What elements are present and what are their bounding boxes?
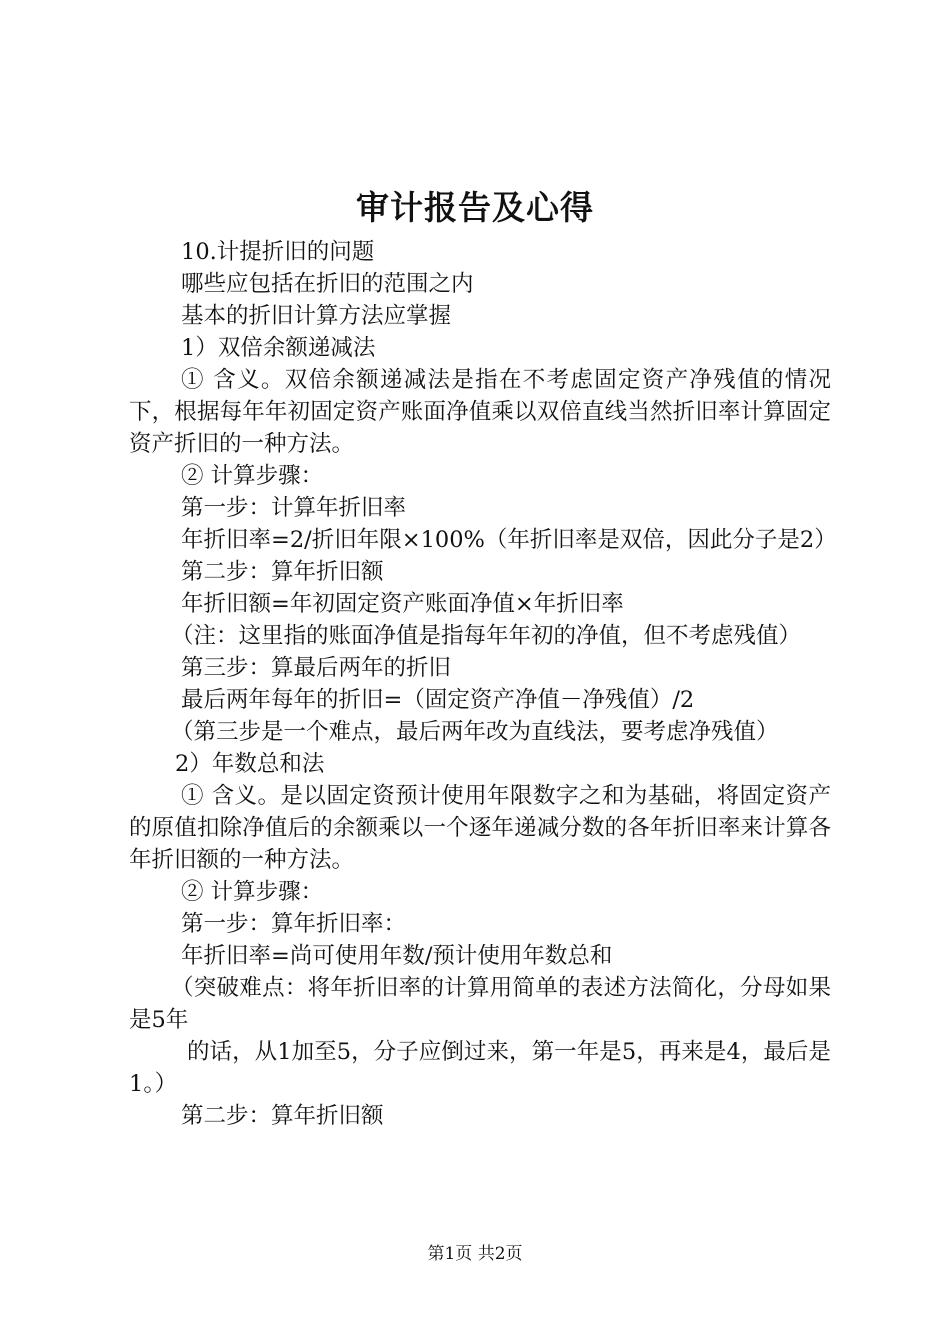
paragraph: 第二步：算年折旧额 — [181, 1103, 384, 1129]
paragraph: 第一步：算年折旧率： — [181, 911, 407, 937]
page-footer: 第1页 共2页 — [427, 1244, 523, 1264]
paragraph: 10.计提折旧的问题 — [181, 239, 375, 265]
paragraph: 第三步：算最后两年的折旧 — [181, 655, 452, 681]
paragraph: ① 含义。是以固定资预计使用年限数字之和为基础，将固定资产的原值扣除净值后的余额乘以一个逐年递减分数的各年折旧率来计算各年折旧额的一种方法。 — [129, 783, 831, 873]
paragraph: 最后两年每年的折旧=（固定资产净值－净残值）/2 — [181, 687, 695, 713]
paragraph: 1）双倍余额递减法 — [181, 335, 376, 361]
paragraph: 年折旧额=年初固定资产账面净值×年折旧率 — [181, 591, 624, 617]
paragraph: ② 计算步骤： — [181, 879, 324, 905]
paragraph: 哪些应包括在折旧的范围之内 — [181, 271, 474, 297]
paragraph: ② 计算步骤： — [181, 463, 324, 489]
paragraph: ① 含义。双倍余额递减法是指在不考虑固定资产净残值的情况下，根据每年年初固定资产账面净值乘以双倍直线当然折旧率计算固定资产折旧的一种方法。 — [129, 367, 831, 457]
paragraph: 的话，从1加至5，分子应倒过来，第一年是5，再来是4，最后是1。） — [129, 1039, 831, 1097]
paragraph: 2）年数总和法 — [175, 751, 325, 777]
paragraph: 年折旧率=2/折旧年限×100%（年折旧率是双倍，因此分子是2） — [181, 527, 837, 553]
paragraph: 基本的折旧计算方法应掌握 — [181, 303, 452, 329]
paragraph: （第三步是一个难点，最后两年改为直线法，要考虑净残值） — [171, 719, 779, 745]
paragraph: 年折旧率=尚可使用年数/预计使用年数总和 — [181, 943, 613, 969]
paragraph: 第一步：计算年折旧率 — [181, 495, 407, 521]
document-title: 审计报告及心得 — [356, 188, 594, 227]
document-body — [129, 236, 837, 1132]
paragraph: （突破难点：将年折旧率的计算用简单的表述方法简化，分母如果是5年 — [129, 975, 831, 1033]
paragraph: （注：这里指的账面净值是指每年年初的净值，但不考虑残值） — [171, 623, 802, 649]
paragraph: 第二步：算年折旧额 — [181, 559, 384, 585]
